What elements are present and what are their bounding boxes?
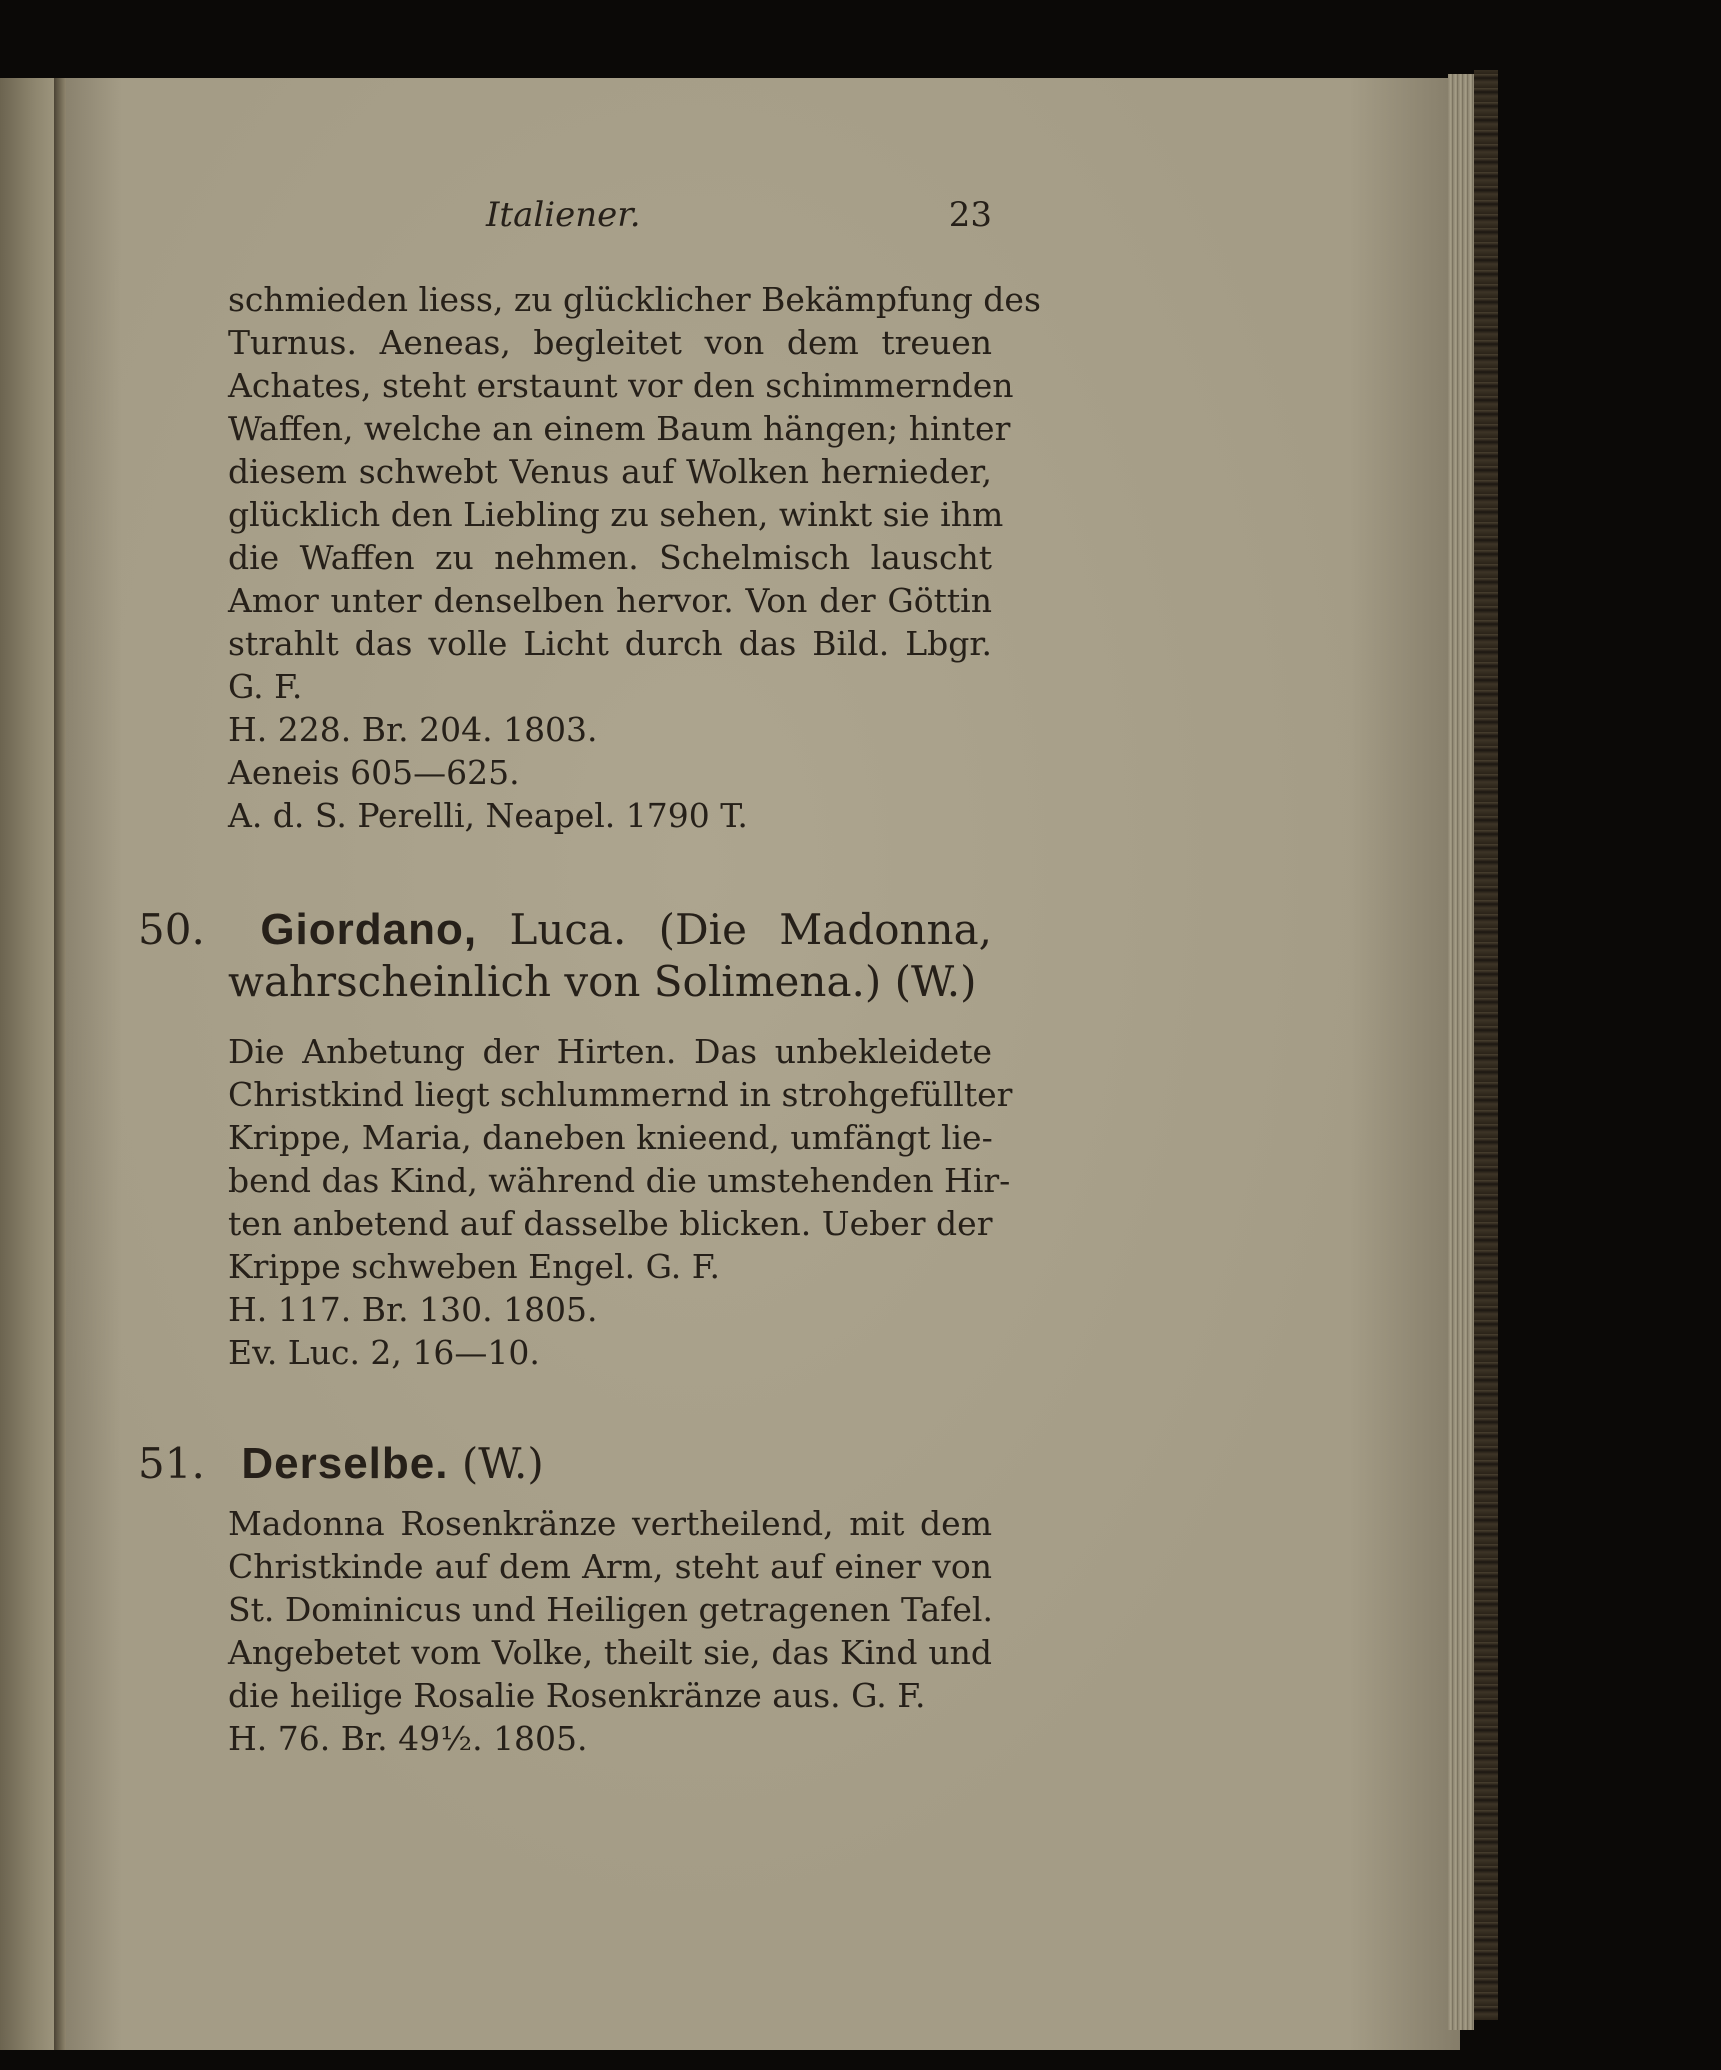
reference-line: Aeneis 605—625.	[228, 753, 520, 792]
text-line: Christkinde auf dem Arm, steht auf einer von	[228, 1547, 992, 1586]
text-line: die Waffen zu nehmen. Schelmisch lauscht	[228, 538, 992, 577]
text-line: Christkind liegt schlummernd in strohgefüllter	[228, 1075, 1013, 1114]
provenance-line: A. d. S. Perelli, Neapel. 1790 T.	[228, 796, 748, 835]
artist-name: Derselbe.	[241, 1439, 449, 1488]
heading-text: wahrscheinlich von Solimena.) (W.)	[228, 957, 977, 1006]
text-line: die heilige Rosalie Rosenkränze aus. G. F.	[228, 1676, 926, 1715]
text-line: schmieden liess, zu glücklicher Bekämpfung des	[228, 280, 1041, 319]
book-spine	[1474, 70, 1498, 2020]
text-line: Waffen, welche an einem Baum hängen; hinter	[228, 409, 1011, 448]
text-line: Angebetet vom Volke, theilt sie, das Kind und	[228, 1633, 992, 1672]
entry-number: 50.	[138, 905, 205, 954]
text-line: Die Anbetung der Hirten. Das unbekleidete	[228, 1032, 992, 1071]
text-line: ten anbetend auf dasselbe blicken. Ueber der	[228, 1204, 993, 1243]
text-line: Krippe, Maria, daneben knieend, umfängt lie-	[228, 1118, 993, 1157]
text-line: Amor unter denselben hervor. Von der Göttin	[228, 581, 992, 620]
running-head	[228, 195, 992, 245]
entry-51-heading	[138, 1438, 992, 1490]
text-line: bend das Kind, während die umstehenden Hir-	[228, 1161, 1011, 1200]
text-line: diesem schwebt Venus auf Wolken hernieder,	[228, 452, 992, 491]
text-line: Achates, steht erstaunt vor den schimmernden	[228, 366, 1014, 405]
reference-line: Ev. Luc. 2, 16—10.	[228, 1333, 540, 1372]
text-line: St. Dominicus und Heiligen getragenen Tafel.	[228, 1590, 993, 1629]
text-line: Krippe schweben Engel. G. F.	[228, 1247, 721, 1286]
artist-name: Giordano,	[260, 905, 478, 954]
text-line: glücklich den Liebling zu sehen, winkt sie ihm	[228, 495, 1004, 534]
running-head-title: Italiener.	[486, 195, 641, 235]
dimensions-line: H. 76. Br. 49½. 1805.	[228, 1719, 588, 1758]
heading-text: (W.)	[461, 1439, 544, 1488]
entry-50-heading	[138, 904, 992, 1008]
continued-entry-text	[228, 278, 1041, 837]
text-line: G. F.	[228, 667, 303, 706]
entry-51-body	[228, 1502, 992, 1760]
page-stack-edge	[1448, 74, 1474, 2030]
heading-text: Luca. (Die Madonna,	[509, 905, 992, 954]
text-line: Turnus. Aeneas, begleitet von dem treuen	[228, 323, 992, 362]
entry-number: 51.	[138, 1439, 205, 1488]
text-line: strahlt das volle Licht durch das Bild. Lbgr.	[228, 624, 992, 663]
dimensions-line: H. 117. Br. 130. 1805.	[228, 1290, 598, 1329]
left-page-edge	[0, 78, 62, 2050]
entry-50-body	[228, 1030, 1013, 1374]
text-line: Madonna Rosenkränze vertheilend, mit dem	[228, 1504, 992, 1543]
dimensions-line: H. 228. Br. 204. 1803.	[228, 710, 598, 749]
page-number: 23	[948, 195, 992, 235]
